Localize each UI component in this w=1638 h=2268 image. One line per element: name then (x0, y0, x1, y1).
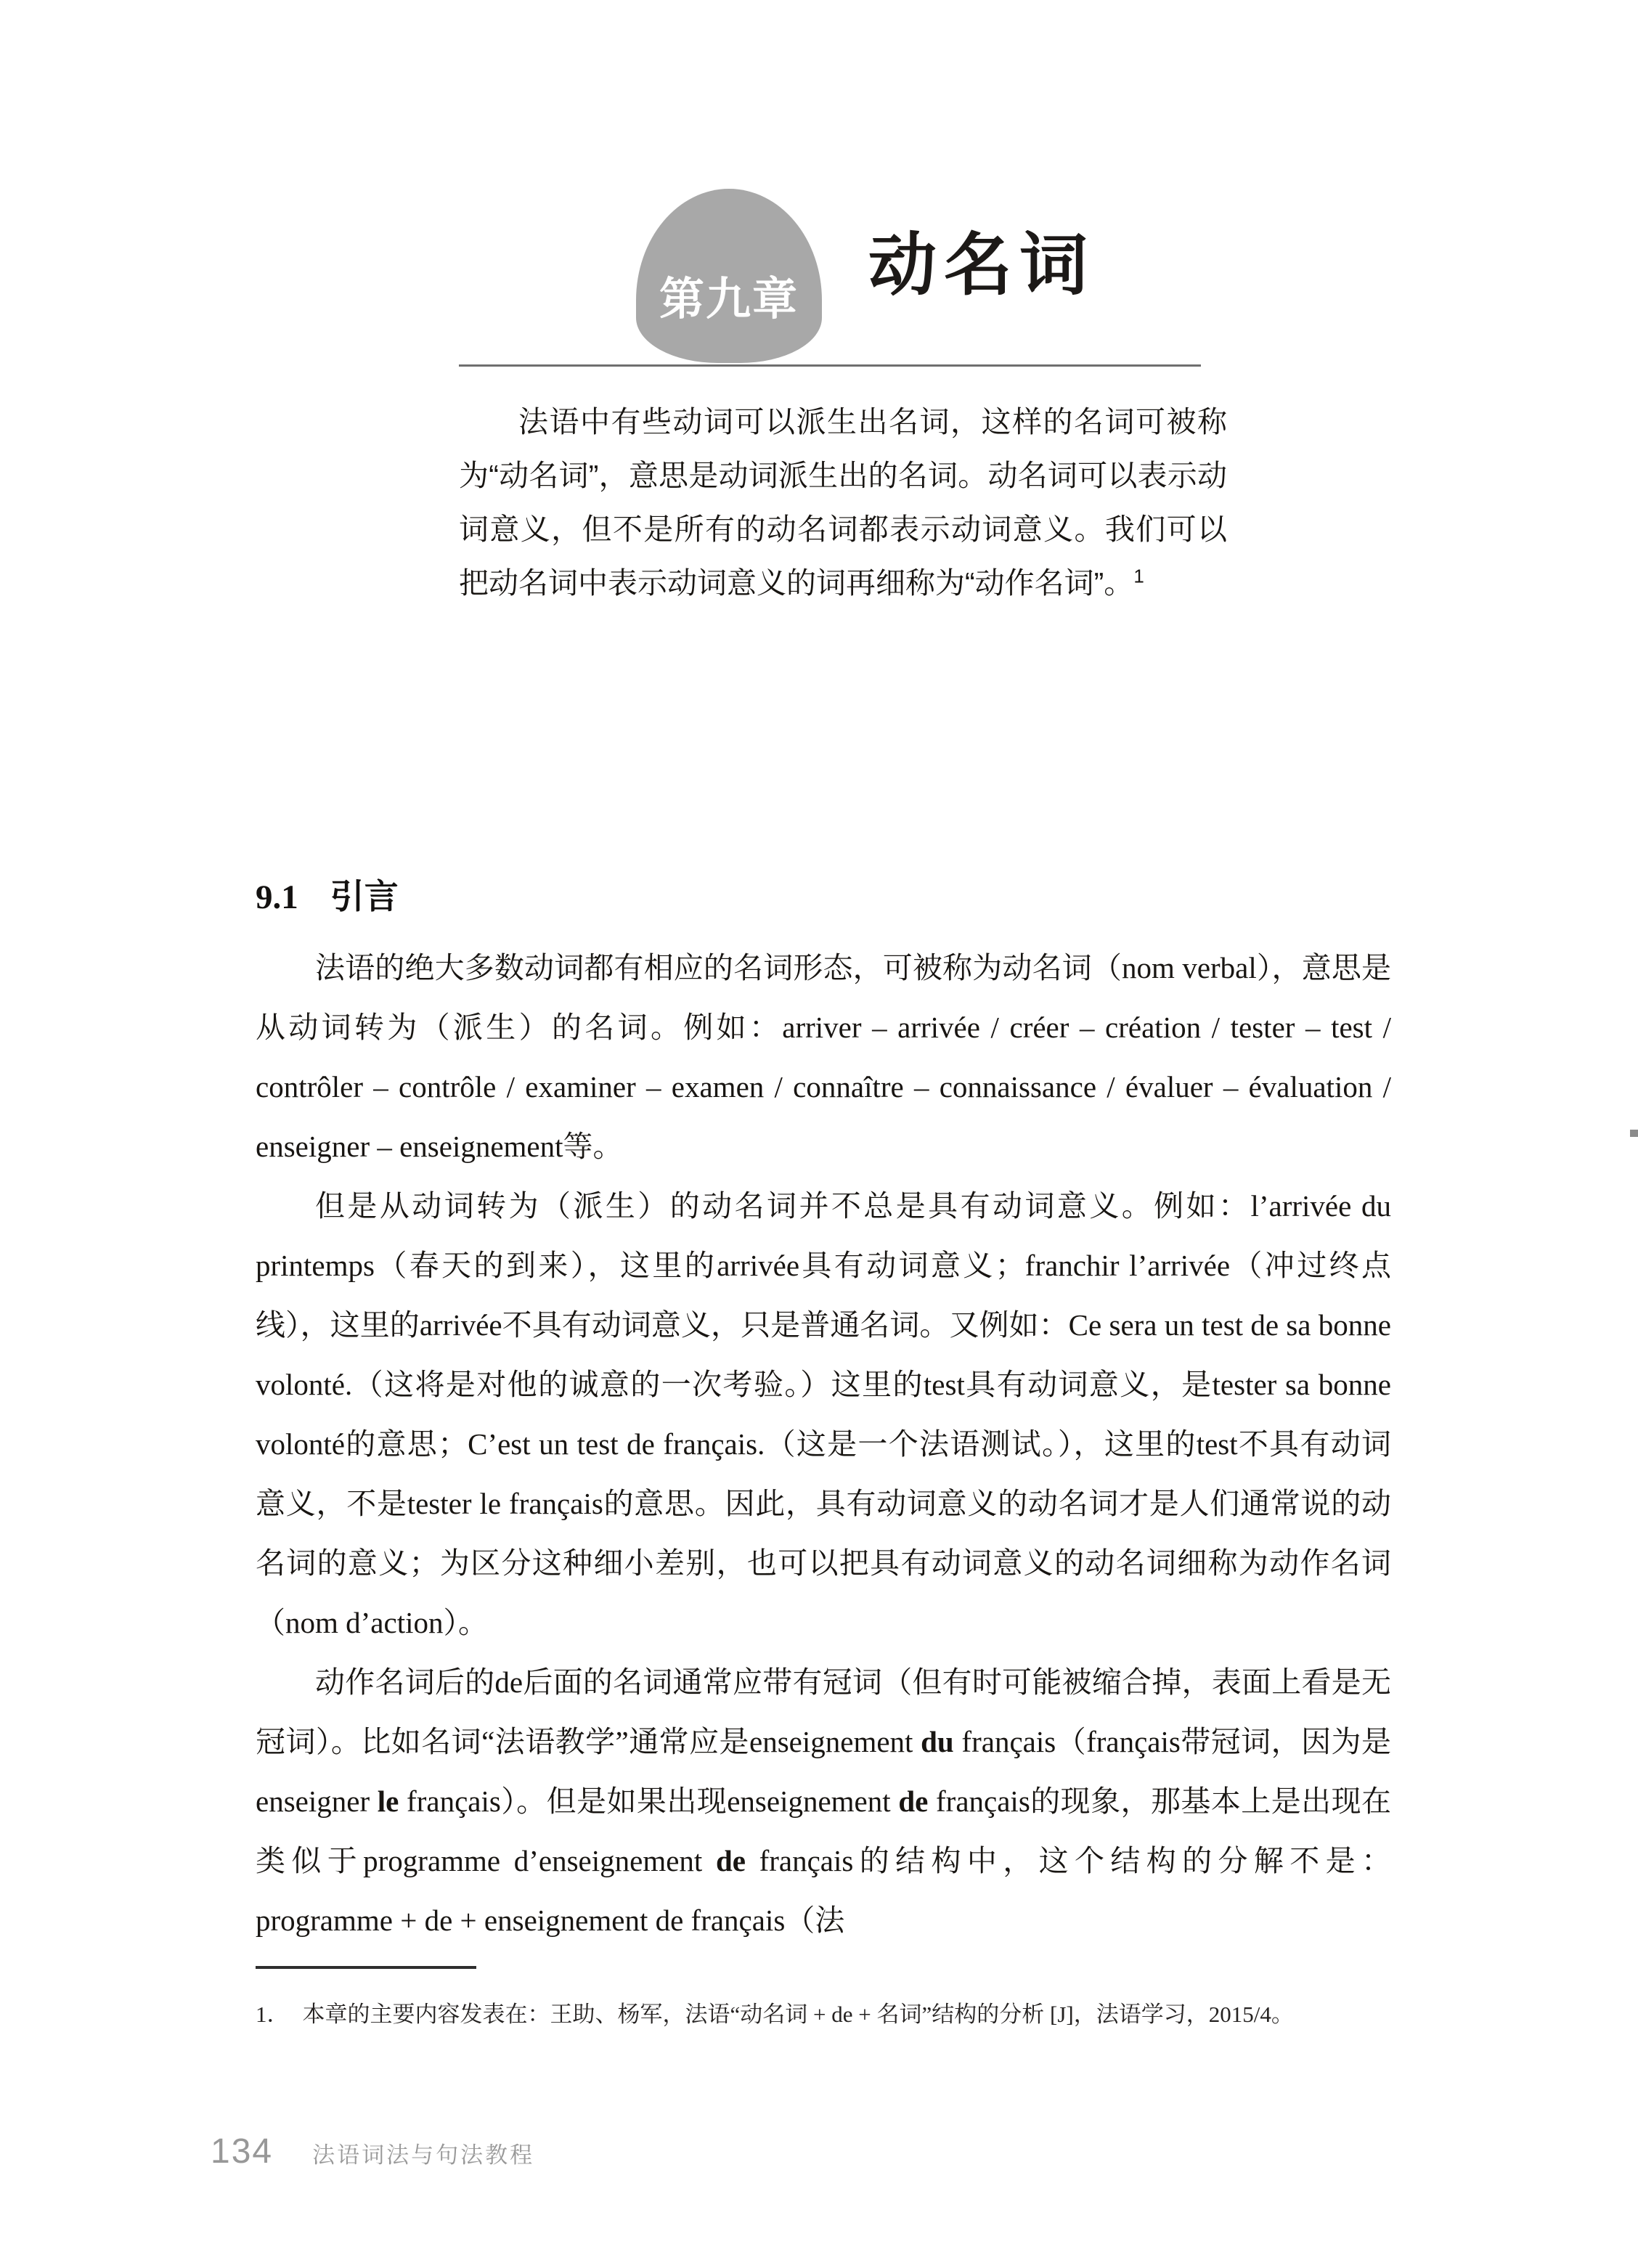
page-edge-mark (1630, 1130, 1638, 1137)
paragraph (256, 938, 1391, 1176)
bold-run: de (898, 1784, 929, 1818)
footnote-marker: 1． (256, 2002, 290, 2027)
chapter-title: 动名词 (868, 227, 1096, 303)
paragraph (256, 1176, 1391, 1652)
body-paragraphs (256, 938, 1391, 1950)
footnote-divider (256, 1966, 476, 1969)
text-run: français的现象，那基本上是出现在类似于programme d’enseignement (256, 1784, 1392, 1877)
text-run: 动作名词后的de后面的名词通常应带有冠词（但有时可能被缩合掉，表面上看是无冠词）。比如名词“法语教学”通常应是enseignement (256, 1665, 1391, 1758)
text-run: 法语的绝大多数动词都有相应的名词形态，可被称为动名词（nom verbal），意思是从动词转为（派生）的名词。例如：arriver – arrivée / créer – création / tester – test / contrôler – contrôle / examiner – examen / connaître – connaissance / évaluer – évaluation / enseigner – enseignement等。 (256, 951, 1391, 1163)
footnote-reference: 1 (1133, 565, 1144, 587)
chapter-intro (459, 395, 1227, 610)
chapter-badge-label: 第九章 (659, 274, 799, 325)
text-run: 但是从动词转为（派生）的动名词并不总是具有动词意义。例如：l’arrivée du printemps（春天的到来），这里的arrivée具有动词意义；franchir l’arrivée（冲过终点线），这里的arrivée不具有动词意义，只是普通名词。又例如：Ce sera un test de sa bonne volonté.（这将是对他的诚意的一次考验。）这里的test具有动词意义，是tester sa bonne volonté的意思；C’est un test de français.（这是一个法语测试。），这里的test不具有动词意义，不是tester le français的意思。因此，具有动词意义的动名词才是人们通常说的动名词的意义；为区分这种细小差别，也可以把具有动词意义的动名词细称为动作名词（nom d’action）。 (256, 1189, 1391, 1639)
page-number: 134 (211, 2132, 274, 2171)
section-title: 引言 (330, 878, 399, 916)
chapter-badge (636, 189, 822, 363)
page-footer (211, 2132, 534, 2171)
bold-run: le (377, 1784, 399, 1818)
chapter-intro-text: 法语中有些动词可以派生出名词，这样的名词可被称为“动名词”，意思是动词派生出的名词。动名词可以表示动词意义，但不是所有的动名词都表示动词意义。我们可以把动名词中表示动词意义的词再细称为“动作名词”。 (459, 405, 1227, 600)
paragraph (256, 1652, 1391, 1950)
footnote (256, 1998, 1432, 2031)
section-number: 9.1 (256, 878, 298, 916)
book-title: 法语词法与句法教程 (312, 2142, 535, 2168)
text-run: français）。但是如果出现enseignement (399, 1784, 899, 1818)
bold-run: du (921, 1725, 954, 1758)
section-heading (256, 870, 399, 918)
bold-run: de (715, 1844, 746, 1877)
title-divider (459, 364, 1201, 367)
text-run: français的结构中，这个结构的分解不是：programme + de + enseignement de français（法 (256, 1844, 1391, 1937)
text-run: français（français带冠词，因为是enseigner (256, 1725, 1391, 1818)
footnote-text: 本章的主要内容发表在：王助、杨军，法语“动名词 + de + 名词”结构的分析 [J]，法语学习，2015/4。 (302, 2002, 1294, 2027)
